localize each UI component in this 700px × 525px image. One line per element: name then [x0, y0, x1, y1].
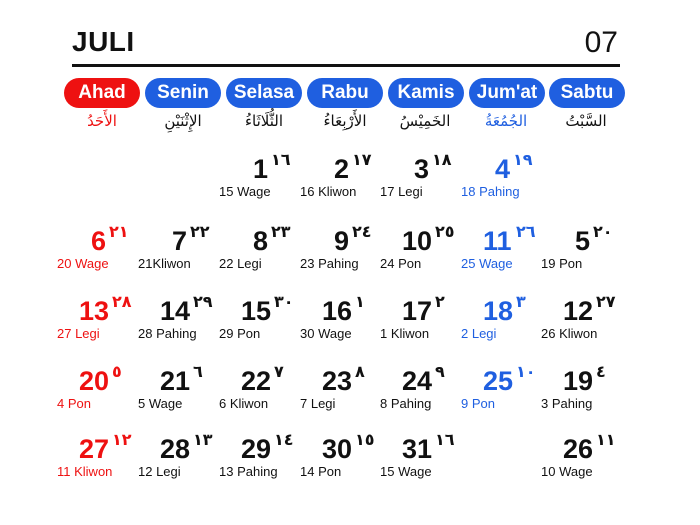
- day-number: 29: [241, 434, 272, 464]
- hijri-date: ٢٥: [435, 222, 455, 241]
- day-number: 9: [334, 226, 350, 256]
- calendar-day: [300, 430, 390, 490]
- javanese-date: 14 Pon: [300, 464, 342, 479]
- hijri-date: ٢٨: [112, 292, 132, 311]
- weekday-header-rabu: Rabu: [307, 78, 383, 108]
- javanese-date: 30 Wage: [300, 326, 352, 341]
- day-number: 19: [563, 366, 594, 396]
- day-number: 20: [79, 366, 110, 396]
- calendar-day: [541, 362, 631, 422]
- hijri-date: ١٥: [355, 430, 375, 449]
- javanese-date: 28 Pahing: [138, 326, 197, 341]
- javanese-date: 11 Kliwon: [57, 464, 113, 479]
- calendar-day: [380, 222, 470, 282]
- calendar-day: [138, 362, 228, 422]
- calendar-day: [219, 292, 309, 352]
- hijri-date: ١: [355, 292, 365, 311]
- day-number: 12: [563, 296, 594, 326]
- hijri-date: ١٨: [432, 150, 452, 169]
- javanese-date: 19 Pon: [541, 256, 583, 271]
- day-number: 31: [402, 434, 433, 464]
- calendar-day: [380, 150, 470, 210]
- day-number: 21: [160, 366, 191, 396]
- javanese-date: 4 Pon: [57, 396, 91, 411]
- calendar-day: [57, 292, 147, 352]
- javanese-date: 7 Legi: [300, 396, 336, 411]
- day-number: 18: [483, 296, 514, 326]
- month-number: 07: [584, 26, 618, 59]
- javanese-date: 13 Pahing: [219, 464, 278, 479]
- month-name: JULI: [72, 26, 135, 57]
- calendar-day: [380, 430, 470, 490]
- calendar-day: [461, 292, 551, 352]
- hijri-date: ١٤: [274, 430, 294, 449]
- header-divider: [72, 64, 620, 67]
- weekday-arabic-ahad: الأَحَدُ: [87, 112, 117, 130]
- day-number: 8: [253, 226, 269, 256]
- hijri-date: ١٣: [193, 430, 213, 449]
- hijri-date: ٥: [112, 362, 122, 381]
- calendar-day: [138, 430, 228, 490]
- calendar-day: [541, 292, 631, 352]
- hijri-date: ٧: [274, 362, 284, 381]
- day-number: 16: [322, 296, 353, 326]
- javanese-date: 6 Kliwon: [219, 396, 269, 411]
- calendar-day: [138, 222, 228, 282]
- weekday-header-kamis: Kamis: [388, 78, 464, 108]
- calendar-day: [138, 292, 228, 352]
- javanese-date: 5 Wage: [138, 396, 183, 411]
- hijri-date: ٢١: [109, 222, 129, 241]
- calendar-day: [300, 222, 390, 282]
- javanese-date: 12 Legi: [138, 464, 181, 479]
- calendar-day: [300, 150, 390, 210]
- calendar-day: [541, 222, 631, 282]
- day-number: 6: [91, 226, 107, 256]
- day-number: 10: [402, 226, 433, 256]
- javanese-date: 24 Pon: [380, 256, 422, 271]
- day-number: 2: [334, 154, 350, 184]
- javanese-date: 20 Wage: [57, 256, 109, 271]
- javanese-date: 1 Kliwon: [380, 326, 430, 341]
- calendar-day: [541, 430, 631, 490]
- hijri-date: ٤: [596, 362, 606, 381]
- javanese-date: 9 Pon: [461, 396, 495, 411]
- javanese-date: 15 Wage: [380, 464, 432, 479]
- calendar-day: [461, 362, 551, 422]
- javanese-date: 21Kliwon: [138, 256, 191, 271]
- weekday-arabic-kamis: الخَمِيْسُ: [399, 112, 451, 130]
- day-number: 7: [172, 226, 188, 256]
- calendar-day: [380, 292, 470, 352]
- javanese-date: 3 Pahing: [541, 396, 593, 411]
- javanese-date: 2 Legi: [461, 326, 497, 341]
- calendar-day: [219, 222, 309, 282]
- day-number: 14: [160, 296, 191, 326]
- calendar-day: [219, 430, 309, 490]
- javanese-date: 10 Wage: [541, 464, 593, 479]
- javanese-date: 27 Legi: [57, 326, 100, 341]
- weekday-header-selasa: Selasa: [226, 78, 302, 108]
- hijri-date: ٩: [435, 362, 445, 381]
- hijri-date: ٢: [435, 292, 445, 311]
- hijri-date: ٦: [193, 362, 203, 381]
- day-number: 24: [402, 366, 433, 396]
- calendar-day: [219, 150, 309, 210]
- hijri-date: ٢٤: [352, 222, 372, 241]
- calendar-day: [57, 430, 147, 490]
- javanese-date: 25 Wage: [461, 256, 513, 271]
- day-number: 13: [79, 296, 110, 326]
- hijri-date: ٣: [516, 292, 526, 311]
- javanese-date: 15 Wage: [219, 184, 271, 199]
- javanese-date: 22 Legi: [219, 256, 262, 271]
- hijri-date: ١٢: [112, 430, 132, 449]
- javanese-date: 8 Pahing: [380, 396, 432, 411]
- day-number: 23: [322, 366, 353, 396]
- day-number: 28: [160, 434, 191, 464]
- day-number: 22: [241, 366, 272, 396]
- weekday-header-senin: Senin: [145, 78, 221, 108]
- hijri-date: ٢٠: [593, 222, 613, 241]
- weekday-header-jumat: Jum'at: [469, 78, 545, 108]
- javanese-date: 16 Kliwon: [300, 184, 357, 199]
- hijri-date: ٢٦: [516, 222, 536, 241]
- hijri-date: ٢٧: [596, 292, 616, 311]
- weekday-arabic-sabtu: السَّبْتُ: [565, 112, 607, 130]
- calendar-day: [461, 222, 551, 282]
- hijri-date: ٨: [355, 362, 365, 381]
- weekday-arabic-senin: الإِثْنَيْنِ: [164, 112, 202, 130]
- javanese-date: 23 Pahing: [300, 256, 359, 271]
- weekday-arabic-rabu: الأَرْبِعَاءُ: [323, 112, 367, 130]
- day-number: 3: [414, 154, 430, 184]
- calendar-day: [219, 362, 309, 422]
- day-number: 27: [79, 434, 110, 464]
- day-number: 4: [495, 154, 511, 184]
- calendar-day: [300, 292, 390, 352]
- weekday-header-ahad: Ahad: [64, 78, 140, 108]
- day-number: 26: [563, 434, 594, 464]
- hijri-date: ١٠: [516, 362, 536, 381]
- day-number: 1: [253, 154, 269, 184]
- calendar-day: [300, 362, 390, 422]
- javanese-date: 17 Legi: [380, 184, 423, 199]
- weekday-arabic-selasa: الثُّلَاثَاءُ: [244, 112, 283, 130]
- javanese-date: 18 Pahing: [461, 184, 520, 199]
- hijri-date: ١٩: [513, 150, 533, 169]
- day-number: 17: [402, 296, 433, 326]
- javanese-date: 29 Pon: [219, 326, 261, 341]
- day-number: 5: [575, 226, 591, 256]
- hijri-date: ٣٠: [274, 292, 294, 311]
- hijri-date: ٢٢: [190, 222, 210, 241]
- hijri-date: ١٦: [271, 150, 291, 169]
- calendar-header: [72, 24, 620, 64]
- calendar-day: [57, 362, 147, 422]
- day-number: 15: [241, 296, 272, 326]
- day-number: 30: [322, 434, 353, 464]
- day-number: 25: [483, 366, 514, 396]
- hijri-date: ٢٩: [193, 292, 213, 311]
- calendar-day: [461, 150, 551, 210]
- hijri-date: ١١: [596, 430, 616, 449]
- weekday-arabic-jumat: الجُمُعَةُ: [484, 112, 528, 130]
- calendar-day: [380, 362, 470, 422]
- day-number: 11: [483, 226, 512, 256]
- calendar-day: [57, 222, 147, 282]
- hijri-date: ١٦: [435, 430, 455, 449]
- weekday-header-sabtu: Sabtu: [549, 78, 625, 108]
- javanese-date: 26 Kliwon: [541, 326, 598, 341]
- hijri-date: ٢٣: [271, 222, 291, 241]
- hijri-date: ١٧: [352, 150, 372, 169]
